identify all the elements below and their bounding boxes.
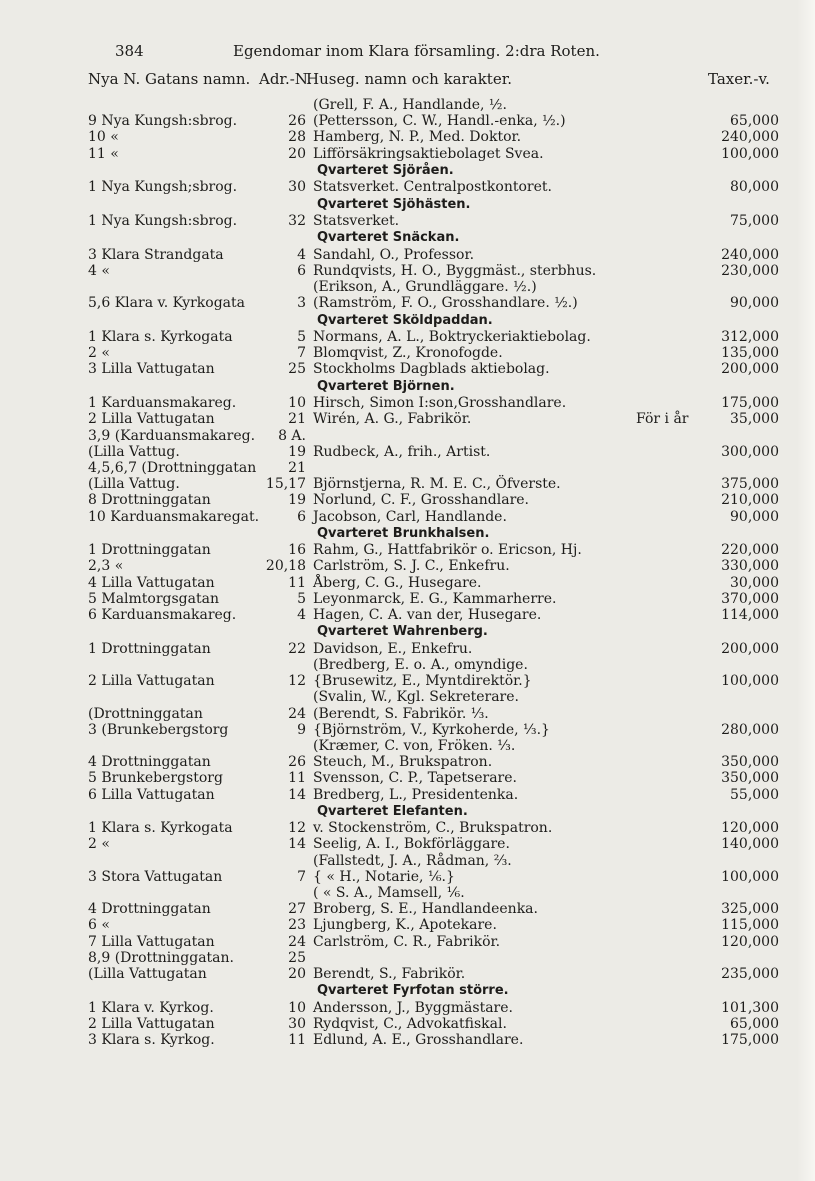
register-row [0, 591, 815, 607]
number-cell: 6 [297, 262, 306, 279]
register-row [0, 428, 815, 444]
register-row [0, 689, 815, 705]
block-heading-text: Qvarteret Elefanten. [317, 803, 468, 819]
tax-cell: 65,000 [730, 1015, 779, 1032]
owner-cell: (Fallstedt, J. A., Rådman, ⅔. [313, 852, 512, 869]
number-cell: 21 [288, 411, 306, 428]
register-row [0, 885, 815, 901]
number-cell: 25 [288, 361, 306, 378]
register-row [0, 476, 815, 492]
owner-cell: Rydqvist, C., Advokatfiskal. [313, 1015, 507, 1032]
owner-cell: Carlström, S. J. C., Enkefru. [313, 558, 510, 575]
address-cell: 3 Stora Vattugatan [88, 868, 223, 885]
number-cell: 10 [288, 395, 306, 412]
owner-cell: Berendt, S., Fabrikör. [313, 966, 466, 982]
owner-cell: Ljungberg, K., Apotekare. [313, 917, 497, 934]
tax-cell: 175,000 [721, 395, 779, 412]
tax-cell: 100,000 [721, 673, 779, 690]
number-cell: 11 [288, 770, 306, 787]
owner-cell: (Berendt, S. Fabrikör. ⅓. [313, 705, 489, 722]
register-row [0, 247, 815, 263]
owner-cell: (Erikson, A., Grundläggare. ½.) [313, 279, 537, 296]
number-cell: 9 [297, 721, 306, 738]
register-row [0, 966, 815, 982]
register-row [0, 575, 815, 591]
number-cell: 16 [288, 542, 306, 559]
register-row [0, 460, 815, 476]
owner-cell: Bredberg, L., Presidentenka. [313, 786, 519, 803]
owner-cell: Jacobson, Carl, Handlande. [313, 508, 507, 525]
tax-cell: 350,000 [721, 754, 779, 771]
register-row [0, 820, 815, 836]
tax-cell: 35,000 [730, 411, 779, 428]
tax-cell: 120,000 [721, 820, 779, 837]
address-cell: 6 « [88, 917, 110, 934]
register-row [0, 279, 815, 295]
number-cell: 22 [288, 640, 306, 657]
address-cell: 1 Drottninggatan [88, 542, 211, 559]
tax-cell: 140,000 [721, 836, 779, 853]
owner-cell: (Kræmer, C. von, Fröken. ⅓. [313, 737, 516, 754]
address-cell: 4 Lilla Vattugatan [88, 574, 215, 591]
tax-cell: 230,000 [721, 262, 779, 279]
number-cell: 3 [297, 295, 306, 312]
owner-cell: Statsverket. Centralpostkontoret. [313, 179, 552, 196]
block-heading-text: Qvarteret Wahrenberg. [317, 624, 488, 640]
block-heading-text: Qvarteret Sköldpaddan. [317, 312, 493, 328]
number-cell: 12 [288, 673, 306, 690]
owner-cell: Stockholms Dagblads aktiebolag. [313, 361, 550, 378]
address-cell: 3 Klara s. Kyrkog. [88, 1032, 215, 1049]
address-cell: 1 Karduansmakareg. [88, 395, 237, 412]
tax-cell: 30,000 [730, 574, 779, 591]
register-row [0, 641, 815, 657]
address-cell: (Drottninggatan [88, 705, 203, 722]
address-cell: 2,3 « [88, 558, 124, 575]
address-cell: 5 Malmtorgsgatan [88, 590, 219, 607]
owner-cell: Leyonmarck, E. G., Kammarherre. [313, 590, 557, 607]
tax-cell: 90,000 [730, 295, 779, 312]
address-cell: 5 Brunkebergstorg [88, 770, 223, 787]
register-row [0, 542, 815, 558]
address-cell: 7 Lilla Vattugatan [88, 933, 215, 950]
tax-cell: 200,000 [721, 640, 779, 657]
register-row [0, 607, 815, 623]
tax-cell: 100,000 [721, 868, 779, 885]
tax-cell: 325,000 [721, 901, 779, 918]
register-row [0, 444, 815, 460]
block-heading-text: Qvarteret Fyrfotan större. [317, 983, 509, 999]
tax-cell: 114,000 [721, 607, 779, 623]
number-cell: 25 [288, 949, 306, 966]
owner-cell: Svensson, C. P., Tapetserare. [313, 770, 517, 787]
owner-cell: Åberg, C. G., Husegare. [313, 574, 482, 591]
tax-cell: 330,000 [721, 558, 779, 575]
number-cell: 19 [288, 443, 306, 460]
number-cell: 11 [288, 574, 306, 591]
number-cell: 20 [288, 966, 306, 982]
owner-cell: Rudbeck, A., frih., Artist. [313, 443, 491, 460]
number-cell: 24 [288, 705, 306, 722]
owner-cell: {Björnström, V., Kyrkoherde, ⅓.} [313, 721, 550, 738]
owner-cell: (Ramström, F. O., Grosshandlare. ½.) [313, 295, 578, 312]
tax-cell: 75,000 [730, 213, 779, 229]
number-cell: 20 [288, 145, 306, 162]
register-row [0, 329, 815, 345]
address-cell: 4 Drottninggatan [88, 754, 211, 771]
tax-cell: 240,000 [721, 129, 779, 146]
address-cell: 6 Karduansmakareg. [88, 607, 237, 623]
owner-cell: Norlund, C. F., Grosshandlare. [313, 492, 530, 509]
address-cell: 1 Klara s. Kyrkogata [88, 329, 233, 345]
owner-cell: Carlström, C. R., Fabrikör. [313, 933, 501, 950]
owner-cell: Davidson, E., Enkefru. [313, 640, 473, 657]
address-cell: 9 Nya Kungsh:sbrog. [88, 113, 238, 130]
tax-cell: 101,300 [721, 999, 779, 1016]
number-cell: 32 [288, 213, 306, 229]
address-cell: 2 Lilla Vattugatan [88, 1015, 215, 1032]
address-cell: 4 Drottninggatan [88, 901, 211, 918]
number-cell: 26 [288, 113, 306, 130]
number-cell: 28 [288, 129, 306, 146]
owner-cell: Blomqvist, Z., Kronofogde. [313, 345, 503, 362]
owner-cell: Hirsch, Simon I:son,Grosshandlare. [313, 395, 567, 412]
tax-cell: 200,000 [721, 361, 779, 378]
number-cell: 14 [288, 786, 306, 803]
number-cell: 23 [288, 917, 306, 934]
number-cell: 7 [297, 345, 306, 362]
page-title: Egendomar inom Klara församling. 2:dra Roten. [233, 42, 600, 60]
register-row [0, 836, 815, 852]
register-row [0, 1032, 815, 1048]
owner-cell: Björnstjerna, R. M. E. C., Öfverste. [313, 476, 561, 493]
block-heading-text: Qvarteret Snäckan. [317, 230, 460, 246]
address-cell: 2 « [88, 345, 110, 362]
number-cell: 5 [297, 590, 306, 607]
number-cell: 19 [288, 492, 306, 509]
address-cell: 2 « [88, 836, 110, 853]
number-cell: 6 [297, 508, 306, 525]
tax-cell: 240,000 [721, 246, 779, 263]
note-cell: För i år [636, 411, 689, 428]
register-row [0, 770, 815, 786]
number-cell: 11 [288, 1032, 306, 1049]
register-row [0, 97, 815, 113]
tax-cell: 135,000 [721, 345, 779, 362]
number-cell: 20,18 [265, 558, 306, 575]
register-row [0, 917, 815, 933]
tax-cell: 300,000 [721, 443, 779, 460]
block-heading-text: Qvarteret Sjöhästen. [317, 196, 471, 212]
address-cell: (Lilla Vattug. [88, 476, 180, 493]
register-row [0, 113, 815, 129]
register-row [0, 509, 815, 525]
tax-cell: 120,000 [721, 933, 779, 950]
block-heading-text: Qvarteret Björnen. [317, 378, 455, 394]
owner-cell: Broberg, S. E., Handlandeenka. [313, 901, 538, 918]
address-cell: 8,9 (Drottninggatan. [88, 949, 234, 966]
owner-cell: Statsverket. [313, 213, 400, 229]
register-row [0, 950, 815, 966]
register-row [0, 146, 815, 162]
owner-cell: Normans, A. L., Boktryckeriaktiebolag. [313, 329, 591, 345]
column-header-owner: Huseg. namn och karakter. [306, 70, 513, 88]
register-row [0, 722, 815, 738]
tax-cell: 90,000 [730, 508, 779, 525]
tax-cell: 175,000 [721, 1032, 779, 1049]
owner-cell: Rahm, G., Hattfabrikör o. Ericson, Hj. [313, 542, 582, 559]
address-cell: (Lilla Vattug. [88, 443, 180, 460]
owner-cell: Edlund, A. E., Grosshandlare. [313, 1032, 524, 1049]
number-cell: 7 [297, 868, 306, 885]
owner-cell: (Pettersson, C. W., Handl.-enka, ½.) [313, 113, 566, 130]
address-cell: 5,6 Klara v. Kyrkogata [88, 295, 245, 312]
number-cell: 26 [288, 754, 306, 771]
address-cell: 2 Lilla Vattugatan [88, 673, 215, 690]
tax-cell: 350,000 [721, 770, 779, 787]
address-cell: 3 Klara Strandgata [88, 246, 224, 263]
number-cell: 4 [297, 246, 306, 263]
address-cell: 1 Nya Kungsh:sbrog. [88, 213, 238, 229]
tax-cell: 235,000 [721, 966, 779, 982]
number-cell: 27 [288, 901, 306, 918]
address-cell: 10 « [88, 129, 119, 146]
register-row [0, 787, 815, 803]
address-cell: 1 Klara v. Kyrkog. [88, 999, 214, 1016]
tax-cell: 65,000 [730, 113, 779, 130]
number-cell: 30 [288, 179, 306, 196]
tax-cell: 55,000 [730, 786, 779, 803]
address-cell: 11 « [88, 145, 119, 162]
owner-cell: Wirén, A. G., Fabrikör. [313, 411, 472, 428]
owner-cell: Lifförsäkringsaktiebolaget Svea. [313, 145, 544, 162]
number-cell: 30 [288, 1015, 306, 1032]
address-cell: (Lilla Vattugatan [88, 966, 207, 982]
page-number: 384 [115, 42, 144, 60]
owner-cell: Seelig, A. I., Bokförläggare. [313, 836, 510, 853]
column-header-tax: Taxer.-v. [708, 70, 770, 88]
register-row [0, 673, 815, 689]
register-row [0, 129, 815, 145]
register-row [0, 738, 815, 754]
number-cell: 12 [288, 820, 306, 837]
owner-cell: {Brusewitz, E., Myntdirektör.} [313, 673, 532, 690]
owner-cell: Hamberg, N. P., Med. Doktor. [313, 129, 522, 146]
number-cell: 5 [297, 329, 306, 345]
tax-cell: 115,000 [721, 917, 779, 934]
register-row [0, 934, 815, 950]
number-cell: 10 [288, 999, 306, 1016]
register-row [0, 869, 815, 885]
register-row [0, 706, 815, 722]
owner-cell: { « H., Notarie, ⅙.} [313, 868, 455, 885]
owner-cell: Sandahl, O., Professor. [313, 246, 475, 263]
address-cell: 1 Nya Kungsh;sbrog. [88, 179, 238, 196]
tax-cell: 100,000 [721, 145, 779, 162]
address-cell: 10 Karduansmakaregat. [88, 508, 260, 525]
owner-cell: Rundqvists, H. O., Byggmäst., sterbhus. [313, 262, 597, 279]
address-cell: 3 (Brunkebergstorg [88, 721, 229, 738]
number-cell: 14 [288, 836, 306, 853]
number-cell: 24 [288, 933, 306, 950]
register-row [0, 213, 815, 229]
tax-cell: 220,000 [721, 542, 779, 559]
register-row [0, 295, 815, 311]
tax-cell: 375,000 [721, 476, 779, 493]
owner-cell: v. Stockenström, C., Brukspatron. [313, 820, 553, 837]
tax-cell: 312,000 [721, 329, 779, 345]
owner-cell: Hagen, C. A. van der, Husegare. [313, 607, 542, 623]
owner-cell: Steuch, M., Brukspatron. [313, 754, 493, 771]
register-row [0, 361, 815, 377]
tax-cell: 280,000 [721, 721, 779, 738]
number-cell: 15,17 [265, 476, 306, 493]
register-row [0, 1000, 815, 1016]
owner-cell: (Grell, F. A., Handlande, ½. [313, 97, 507, 113]
register-row [0, 179, 815, 195]
register-row [0, 492, 815, 508]
number-cell: 4 [297, 607, 306, 623]
owner-cell: Andersson, J., Byggmästare. [313, 999, 513, 1016]
owner-cell: (Bredberg, E. o. A., omyndige. [313, 656, 528, 673]
column-header-number: Adr.-N. [259, 70, 312, 88]
block-heading-text: Qvarteret Brunkhalsen. [317, 525, 490, 541]
register-row [0, 411, 815, 427]
address-cell: 8 Drottninggatan [88, 492, 211, 509]
owner-cell: (Svalin, W., Kgl. Sekreterare. [313, 689, 519, 706]
register-row [0, 395, 815, 411]
register-row [0, 1016, 815, 1032]
block-heading-text: Qvarteret Sjöråen. [317, 162, 454, 178]
address-cell: 1 Drottninggatan [88, 640, 211, 657]
address-cell: 3,9 (Karduansmakareg. [88, 427, 256, 444]
column-header-address: Nya N. Gatans namn. [88, 70, 251, 88]
owner-cell: ( « S. A., Mamsell, ⅙. [313, 885, 465, 901]
number-cell: 8 A. [278, 427, 306, 444]
address-cell: 6 Lilla Vattugatan [88, 786, 215, 803]
number-cell: 21 [288, 459, 306, 476]
tax-cell: 80,000 [730, 179, 779, 196]
address-cell: 4 « [88, 262, 110, 279]
register-row [0, 657, 815, 673]
tax-cell: 370,000 [721, 590, 779, 607]
register-row [0, 853, 815, 869]
register-row [0, 901, 815, 917]
address-cell: 2 Lilla Vattugatan [88, 411, 215, 428]
address-cell: 1 Klara s. Kyrkogata [88, 820, 233, 837]
register-row [0, 558, 815, 574]
register-row [0, 263, 815, 279]
tax-cell: 210,000 [721, 492, 779, 509]
register-row [0, 754, 815, 770]
address-cell: 4,5,6,7 (Drottninggatan [88, 459, 257, 476]
address-cell: 3 Lilla Vattugatan [88, 361, 215, 378]
register-row [0, 345, 815, 361]
